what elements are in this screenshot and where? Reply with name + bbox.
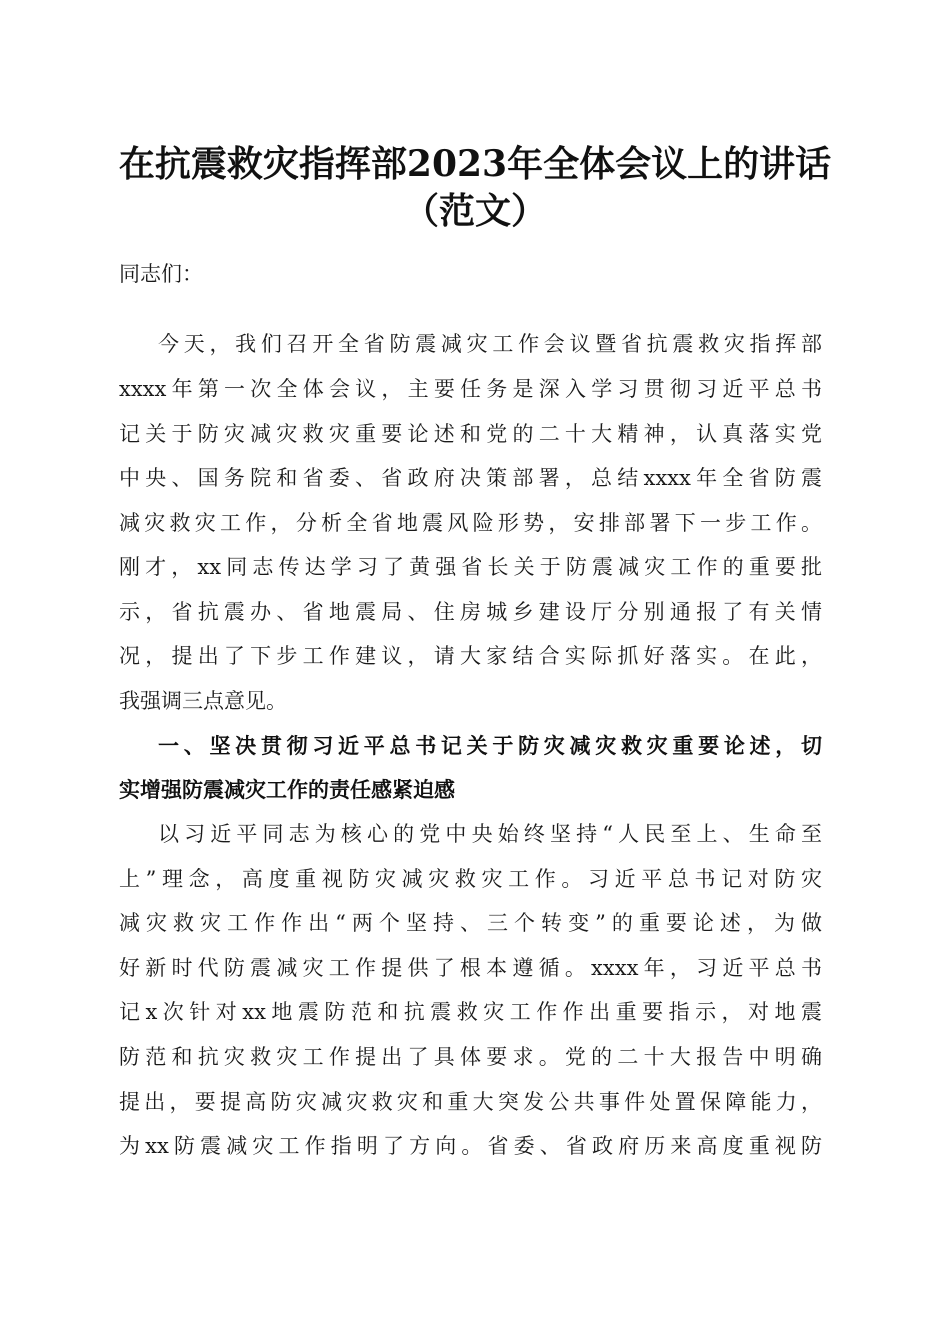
paragraph-line: 示，省抗震办、省地震局、住房城乡建设厅分别通报了有关情 bbox=[119, 600, 822, 624]
paragraph-line: 提出，要提高防灾减灾救灾和重大突发公共事件处置保障能力， bbox=[119, 1090, 822, 1114]
paragraph-line: 上”理念，高度重视防灾减灾救灾工作。习近平总书记对防灾 bbox=[119, 867, 822, 891]
paragraph-line: 记关于防灾减灾救灾重要论述和党的二十大精神，认真落实党 bbox=[119, 422, 822, 446]
paragraph-line: 刚才，xx同志传达学习了黄强省长关于防震减灾工作的重要批 bbox=[119, 555, 822, 579]
section-heading: 一、坚决贯彻习近平总书记关于防灾减灾救灾重要论述，切 bbox=[158, 734, 822, 758]
paragraph-line: 防范和抗灾救灾工作提出了具体要求。党的二十大报告中明确 bbox=[119, 1045, 822, 1069]
paragraph-line: 今天，我们召开全省防震减灾工作会议暨省抗震救灾指挥部 bbox=[158, 332, 822, 356]
paragraph-line: 好新时代防震减灾工作提供了根本遵循。xxxx年，习近平总书 bbox=[119, 956, 822, 980]
paragraph-line: xxxx年第一次全体会议，主要任务是深入学习贯彻习近平总书 bbox=[119, 377, 822, 401]
paragraph-line: 况，提出了下步工作建议，请大家结合实际抓好落实。在此， bbox=[119, 644, 822, 668]
paragraph-line: 记x次针对xx地震防范和抗震救灾工作作出重要指示，对地震 bbox=[119, 1000, 822, 1024]
paragraph-line: 以习近平同志为核心的党中央始终坚持“人民至上、生命至 bbox=[158, 822, 822, 846]
section-heading: 实增强防震减灾工作的责任感紧迫感 bbox=[119, 778, 455, 802]
paragraph-line: 减灾救灾工作作出“两个坚持、三个转变”的重要论述，为做 bbox=[119, 911, 822, 935]
salutation: 同志们： bbox=[119, 262, 203, 286]
paragraph-line: 我强调三点意见。 bbox=[119, 689, 287, 713]
document-subtitle: （范文） bbox=[402, 190, 547, 232]
paragraph-line: 减灾救灾工作，分析全省地震风险形势，安排部署下一步工作。 bbox=[119, 511, 822, 535]
paragraph-line: 中央、国务院和省委、省政府决策部署，总结xxxx年全省防震 bbox=[119, 466, 822, 490]
document-title: 在抗震救灾指挥部2023年全体会议上的讲话 bbox=[118, 143, 832, 185]
paragraph-line: 为xx防震减灾工作指明了方向。省委、省政府历来高度重视防 bbox=[119, 1134, 822, 1158]
